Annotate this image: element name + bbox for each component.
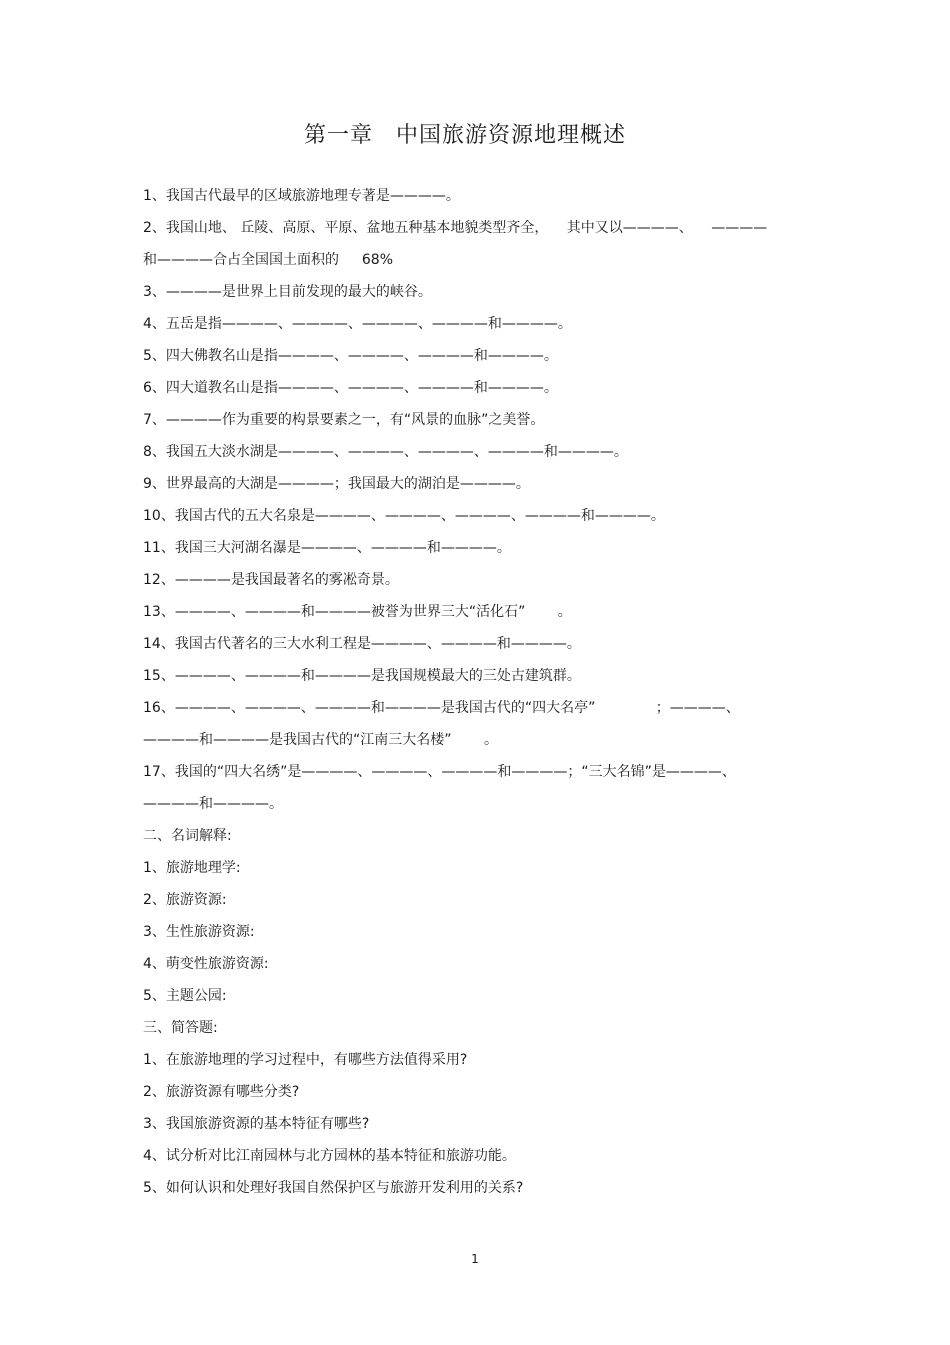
document-body — [143, 180, 808, 1204]
text-line: 1、在旅游地理的学习过程中，有哪些方法值得采用? — [143, 1052, 468, 1068]
text-line: ————和————是我国古代的“江南三大名楼” 。 — [143, 732, 498, 748]
text-line: 2、我国山地、 丘陵、高原、平原、盆地五种基本地貌类型齐全， 其中又以————、 ———— — [143, 220, 768, 236]
text-line: ————和————。 — [143, 796, 283, 812]
text-line: 13、————、————和————被誉为世界三大“活化石” 。 — [143, 604, 572, 620]
text-line: 8、我国五大淡水湖是————、————、————、————和————。 — [143, 444, 628, 460]
section-heading: 三、简答题: — [143, 1020, 218, 1036]
text-line: 3、————是世界上目前发现的最大的峡谷。 — [143, 284, 432, 300]
text-line: 3、我国旅游资源的基本特征有哪些? — [143, 1116, 370, 1132]
text-line: 12、————是我国最著名的雾凇奇景。 — [143, 572, 399, 588]
page-number: 1 — [471, 1252, 479, 1266]
text-line: 2、旅游资源: — [143, 892, 227, 908]
text-line: 17、我国的“四大名绣”是————、————、————和————；“三大名锦”是————、 — [143, 764, 736, 780]
text-line: 4、试分析对比江南园林与北方园林的基本特征和旅游功能。 — [143, 1148, 516, 1164]
text-line: 16、————、————、————和————是我国古代的“四大名亭” ；————、 — [143, 700, 740, 716]
text-line: 6、四大道教名山是指————、————、————和————。 — [143, 380, 558, 396]
text-line: 15、————、————和————是我国规模最大的三处古建筑群。 — [143, 668, 581, 684]
text-line: 4、萌变性旅游资源: — [143, 956, 269, 972]
page-title: 第一章 中国旅游资源地理概述 — [303, 123, 626, 148]
text-line: 3、生性旅游资源: — [143, 924, 255, 940]
text-line: 11、我国三大河湖名瀑是————、————和————。 — [143, 540, 511, 556]
section-heading: 二、名词解释: — [143, 828, 232, 844]
text-line: 4、五岳是指————、————、————、————和————。 — [143, 316, 572, 332]
text-line: 1、我国古代最早的区域旅游地理专著是————。 — [143, 188, 460, 204]
text-line: 2、旅游资源有哪些分类? — [143, 1084, 300, 1100]
text-line: 和————合占全国国土面积的 68% — [143, 252, 394, 268]
text-line: 5、如何认识和处理好我国自然保护区与旅游开发利用的关系? — [143, 1180, 524, 1196]
text-line: 10、我国古代的五大名泉是————、————、————、————和————。 — [143, 508, 665, 524]
text-line: 14、我国古代著名的三大水利工程是————、————和————。 — [143, 636, 581, 652]
text-line: 5、主题公园: — [143, 988, 227, 1004]
text-line: 7、————作为重要的构景要素之一，有“风景的血脉”之美誉。 — [143, 412, 545, 428]
text-line: 5、四大佛教名山是指————、————、————和————。 — [143, 348, 558, 364]
text-line: 9、世界最高的大湖是————；我国最大的湖泊是————。 — [143, 476, 530, 492]
text-line: 1、旅游地理学: — [143, 860, 241, 876]
